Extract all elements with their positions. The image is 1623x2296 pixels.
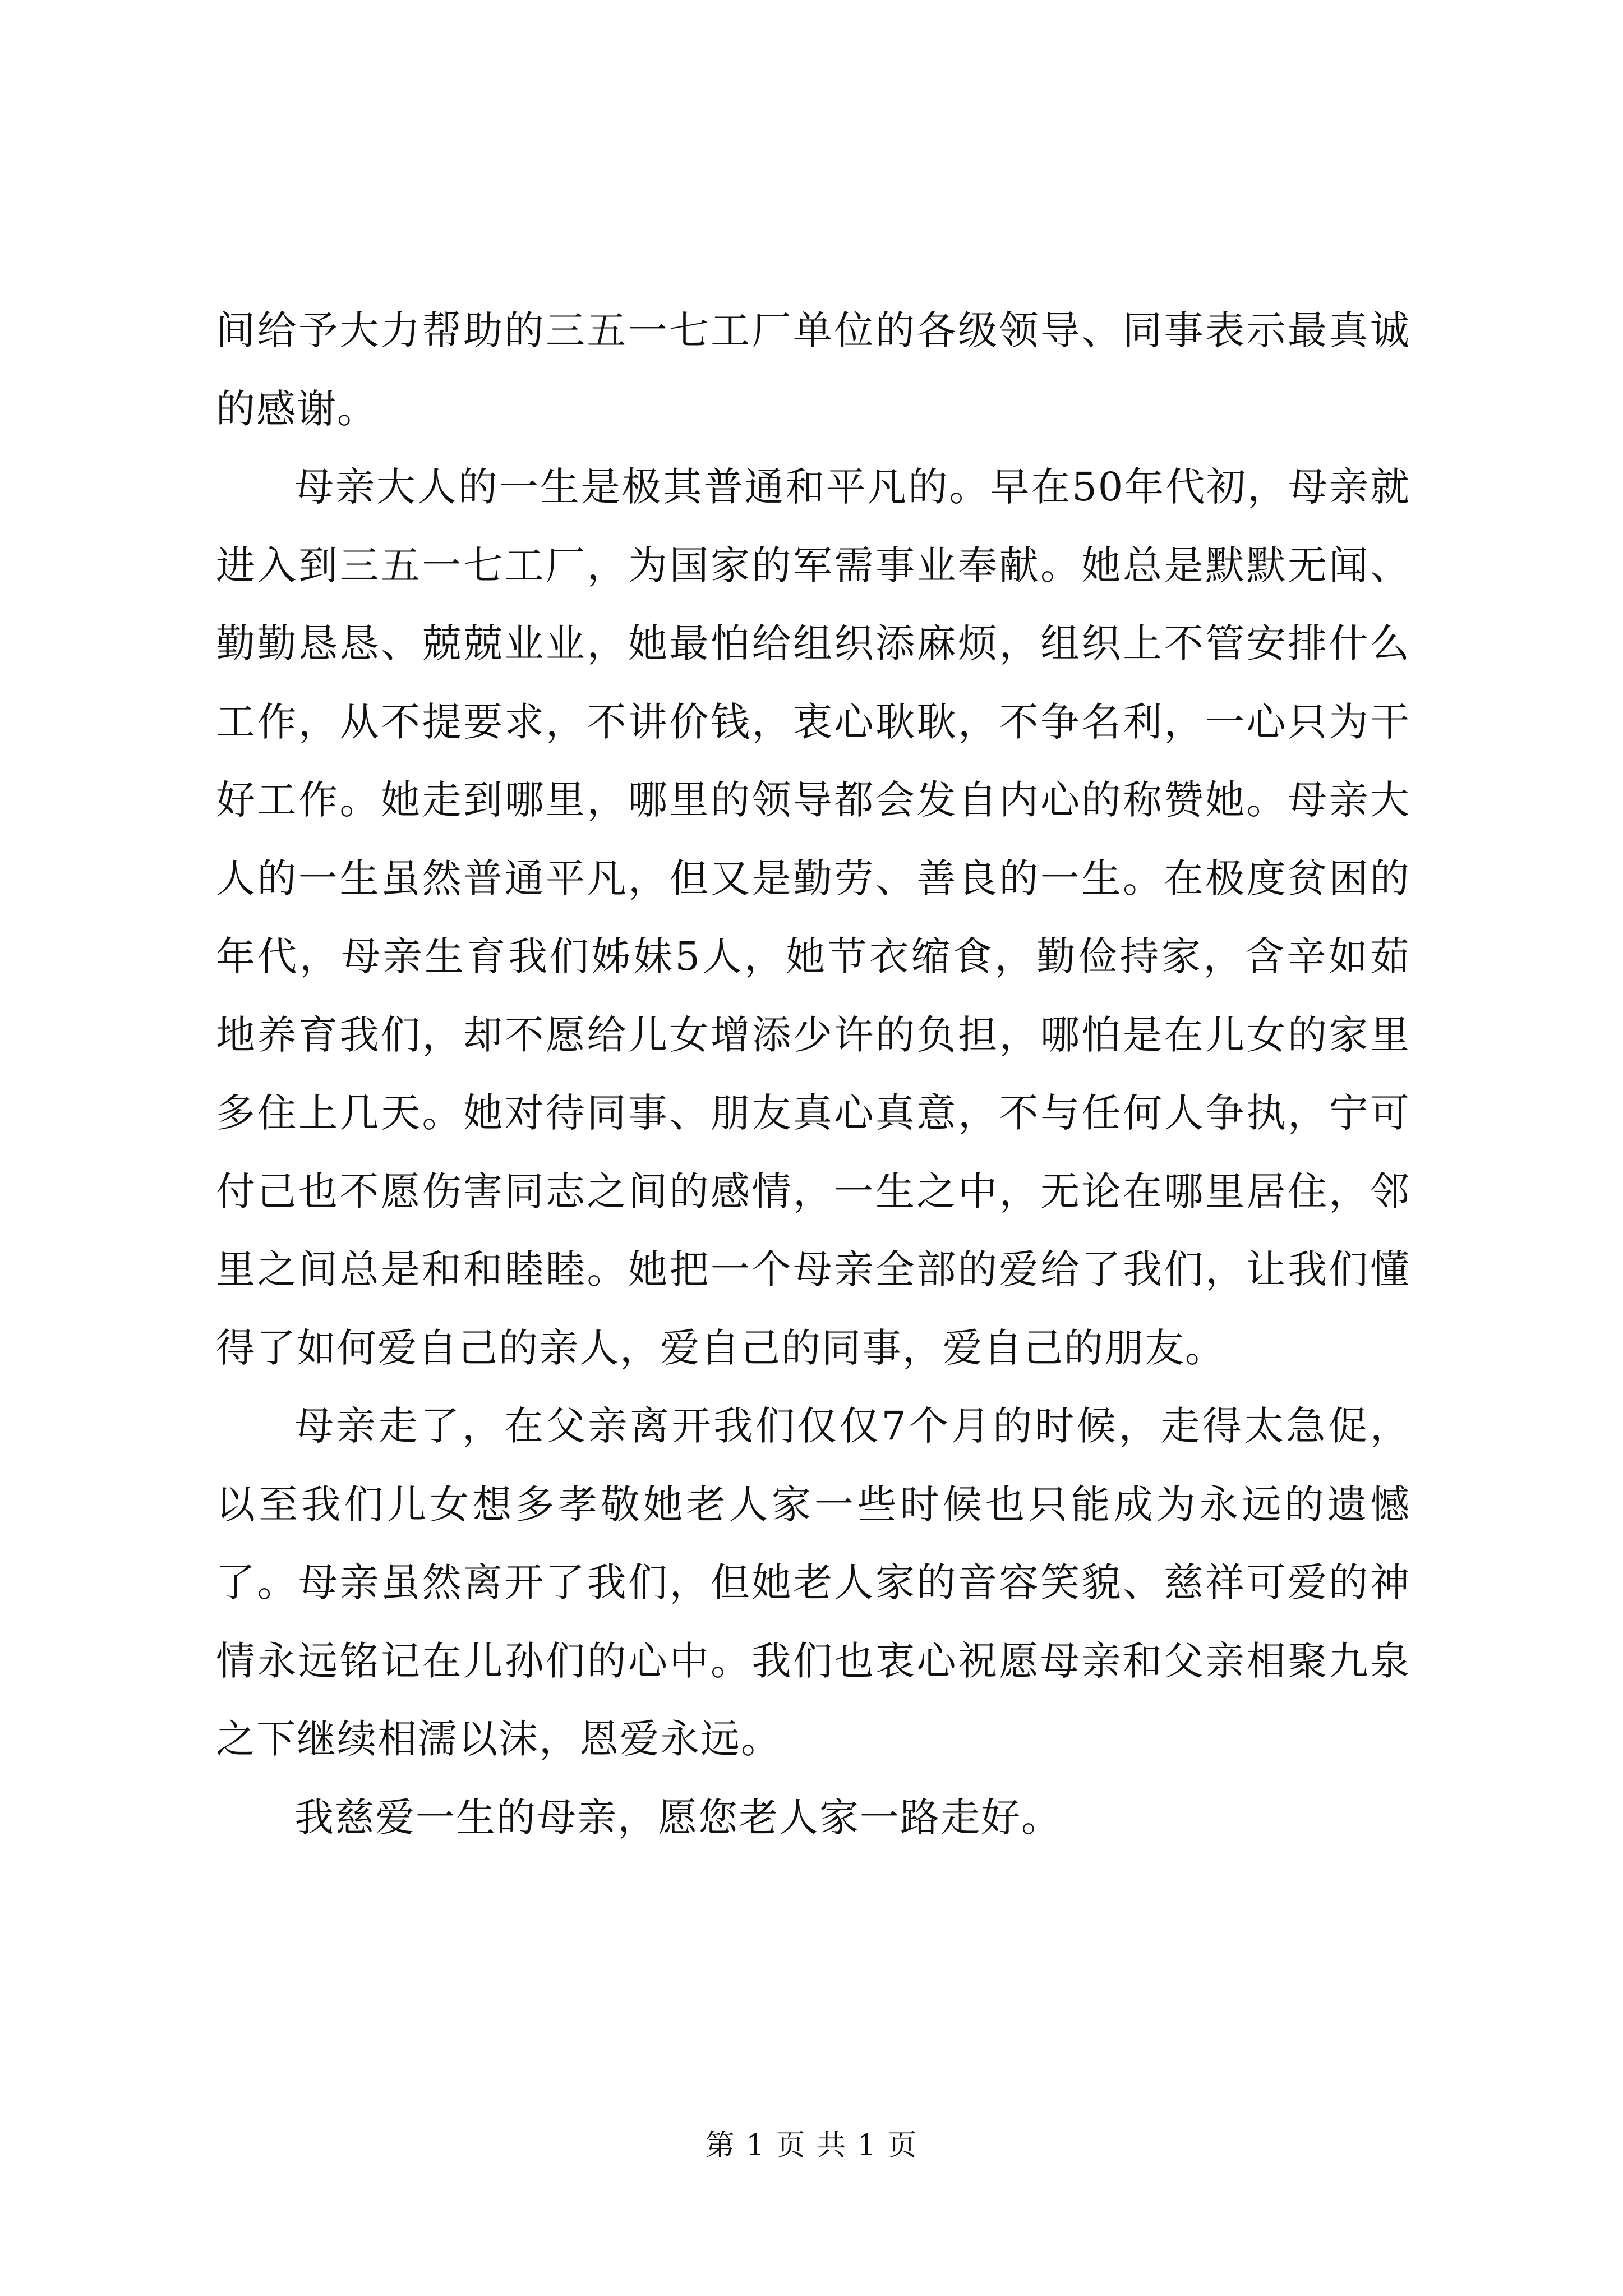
paragraph-farewell: 我慈爱一生的母亲，愿您老人家一路走好。 <box>294 1794 1062 1841</box>
paragraph-mother-life: 母亲大人的一生是极其普通和平凡的。早在50年代初，母亲就进入到三五一七工厂，为国家的军需事业奉献。她总是默默无闻、勤勤恳恳、兢兢业业，她最怕给组织添麻烦，组织上不管安排什么工作，从不提要求，不讲价钱，衷心耿耿，不争名利，一心只为干好工作。她走到哪里，哪里的领导都会发自内心的称赞她。母亲大人的一生虽然普通平凡，但又是勤劳、善良的一生。在极度贫困的年代，母亲生育我们姊妹5人，她节衣缩食，勤俭持家，含辛如茹地养育我们，却不愿给儿女增添少许的负担，哪怕是在儿女的家里多住上几天。她对待同事、朋友真心真意，不与任何人争执，宁可付己也不愿伤害同志之间的感情，一生之中，无论在哪里居住，邻里之间总是和和睦睦。她把一个母亲全部的爱给了我们，让我们懂得了如何爱自己的亲人，爱自己的同事，爱自己的朋友。 <box>216 464 1410 1371</box>
page-footer: 第 1 页 共 1 页 <box>705 2129 918 2162</box>
paragraph-continuation: 间给予大力帮助的三五一七工厂单位的各级领导、同事表示最真诚的感谢。 <box>216 307 1410 432</box>
document-body <box>216 292 1410 1857</box>
paragraph-mother-passing: 母亲走了，在父亲离开我们仅仅7个月的时候，走得太急促，以至我们儿女想多孝敬她老人家一些时候也只能成为永远的遗憾了。母亲虽然离开了我们，但她老人家的音容笑貌、慈祥可爱的神情永远铭记在儿孙们的心中。我们也衷心祝愿母亲和父亲相聚九泉之下继续相濡以沫，恩爱永远。 <box>216 1403 1410 1762</box>
